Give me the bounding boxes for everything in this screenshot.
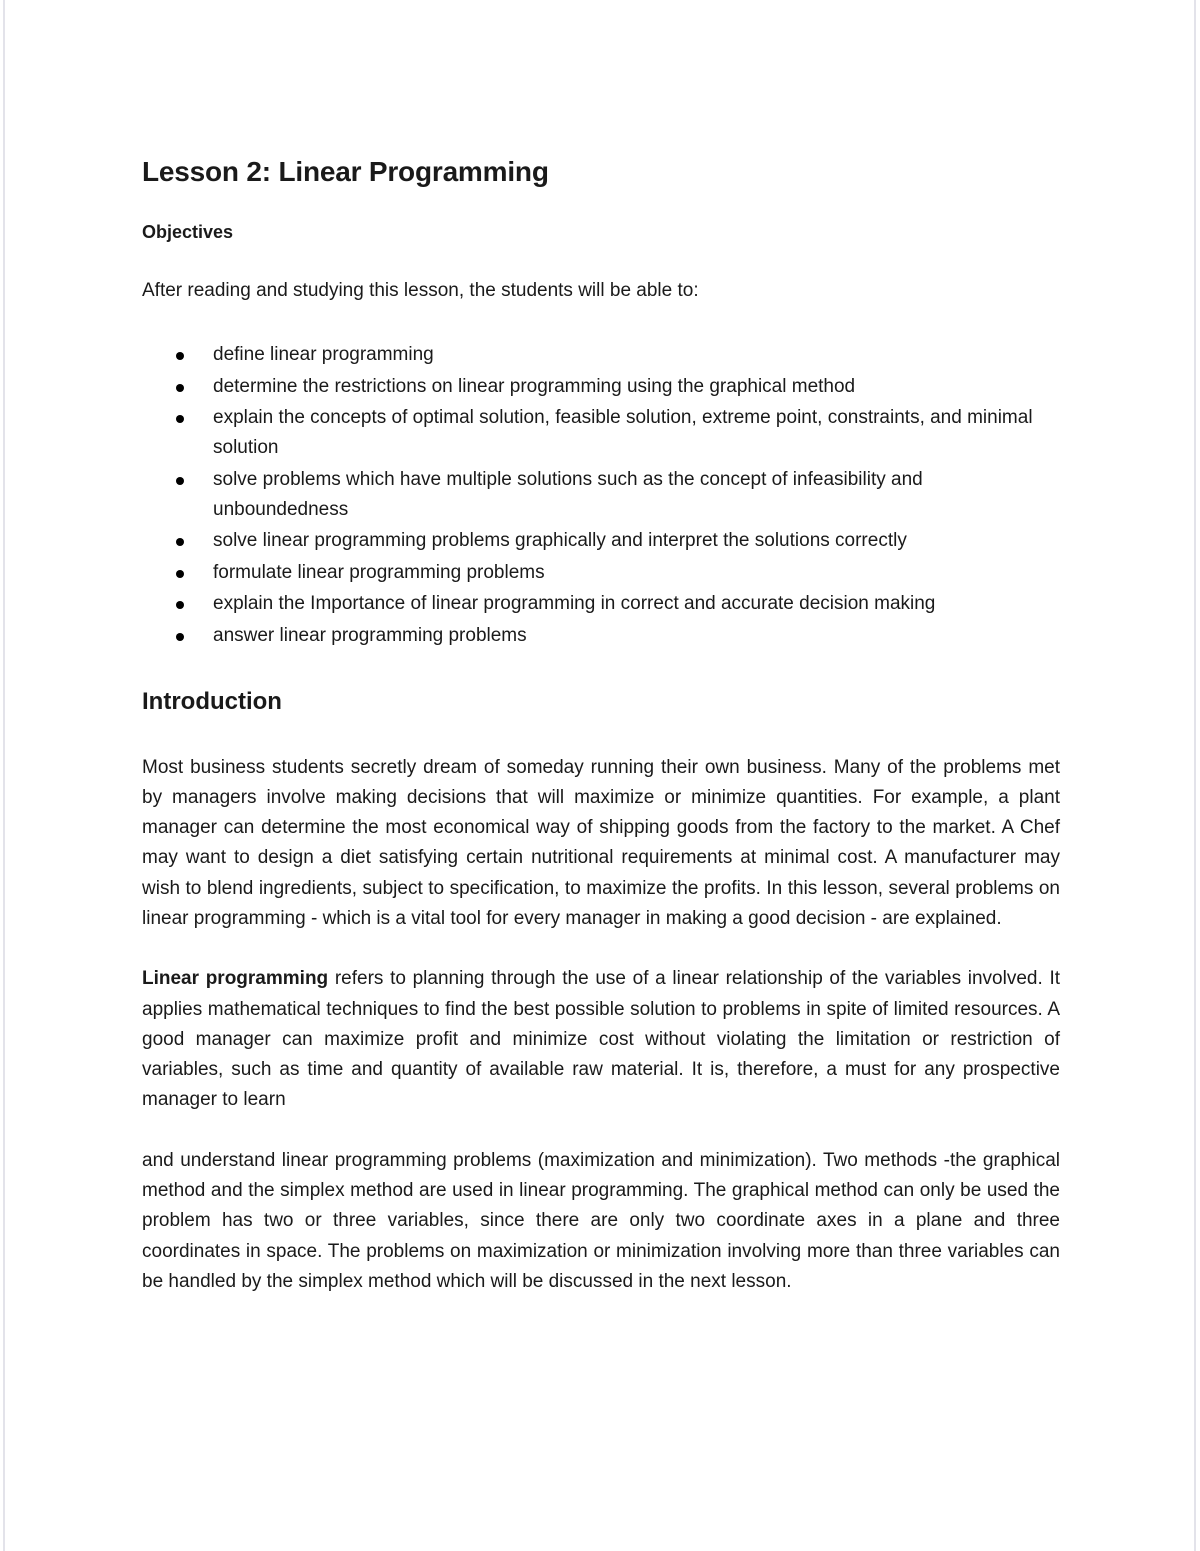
bullet-icon (176, 384, 184, 392)
objective-item (142, 372, 1060, 402)
objectives-list (142, 340, 1060, 651)
objective-item (142, 526, 1060, 556)
objectives-heading: Objectives (142, 222, 234, 242)
objective-text: determine the restrictions on linear programming using the graphical method (213, 375, 856, 397)
introduction-heading: Introduction (142, 687, 282, 715)
objective-text: solve problems which have multiple solutions such as the concept of infeasibility and unboundedness (213, 468, 923, 520)
objective-text: explain the concepts of optimal solution, feasible solution, extreme point, constraints, and minimal solution (213, 407, 1033, 458)
methods-paragraph: and understand linear programming problems (maximization and minimization). Two methods -the graphical method and the simplex method are used in linear programming. The graphical method can only be used the problem has two or three variables, since there are only two coordinate axes in a plane and three coordinates in space. The problems on maximization or minimization involving more than three variables can be handled by the simplex method which will be discussed in the next lesson. (142, 1149, 1060, 1292)
definition-text: refers to planning through the use of a linear relationship of the variables involved. It applies mathematical techniques to find the best possible solution to problems in spite of limited resources. A good manager can maximize profit and minimize cost without violating the limitation or restriction of variables, such as time and quantity of available raw material. It is, therefore, a must for any prospective manager to learn (142, 968, 1060, 1111)
objective-item (142, 465, 1060, 525)
objective-item (142, 340, 1060, 370)
objective-text: formulate linear programming problems (213, 561, 545, 583)
bullet-icon (176, 570, 184, 578)
objectives-intro: After reading and studying this lesson, the students will be able to: (142, 280, 699, 301)
document-body (142, 152, 1060, 1297)
objective-item (142, 621, 1060, 651)
objective-item (142, 558, 1060, 588)
introduction-paragraph: Most business students secretly dream of someday running their own business. Many of the problems met by managers involve making decisions that will maximize or minimize quantities. For example, a plant manager can determine the most economical way of shipping goods from the factory to the market. A Chef may want to design a diet satisfying certain nutritional requirements at minimal cost. A manufacturer may wish to blend ingredients, subject to specification, to maximize the profits. In this lesson, several problems on linear programming - which is a vital tool for every manager in making a good decision - are explained. (142, 756, 1060, 929)
lesson-title: Lesson 2: Linear Programming (142, 156, 549, 187)
definition-term: Linear programming (142, 968, 329, 990)
objective-text: answer linear programming problems (213, 624, 527, 646)
bullet-icon (176, 601, 184, 609)
bullet-icon (176, 477, 184, 485)
objective-text: define linear programming (213, 344, 434, 365)
objective-item (142, 589, 1060, 619)
bullet-icon (176, 633, 184, 641)
bullet-icon (176, 352, 184, 360)
bullet-icon (176, 538, 184, 546)
objective-item (142, 403, 1060, 463)
bullet-icon (176, 415, 184, 423)
objective-text: solve linear programming problems graphically and interpret the solutions correctly (213, 530, 907, 551)
objective-text: explain the Importance of linear programming in correct and accurate decision making (213, 593, 936, 614)
definition-paragraph (142, 964, 1060, 1115)
